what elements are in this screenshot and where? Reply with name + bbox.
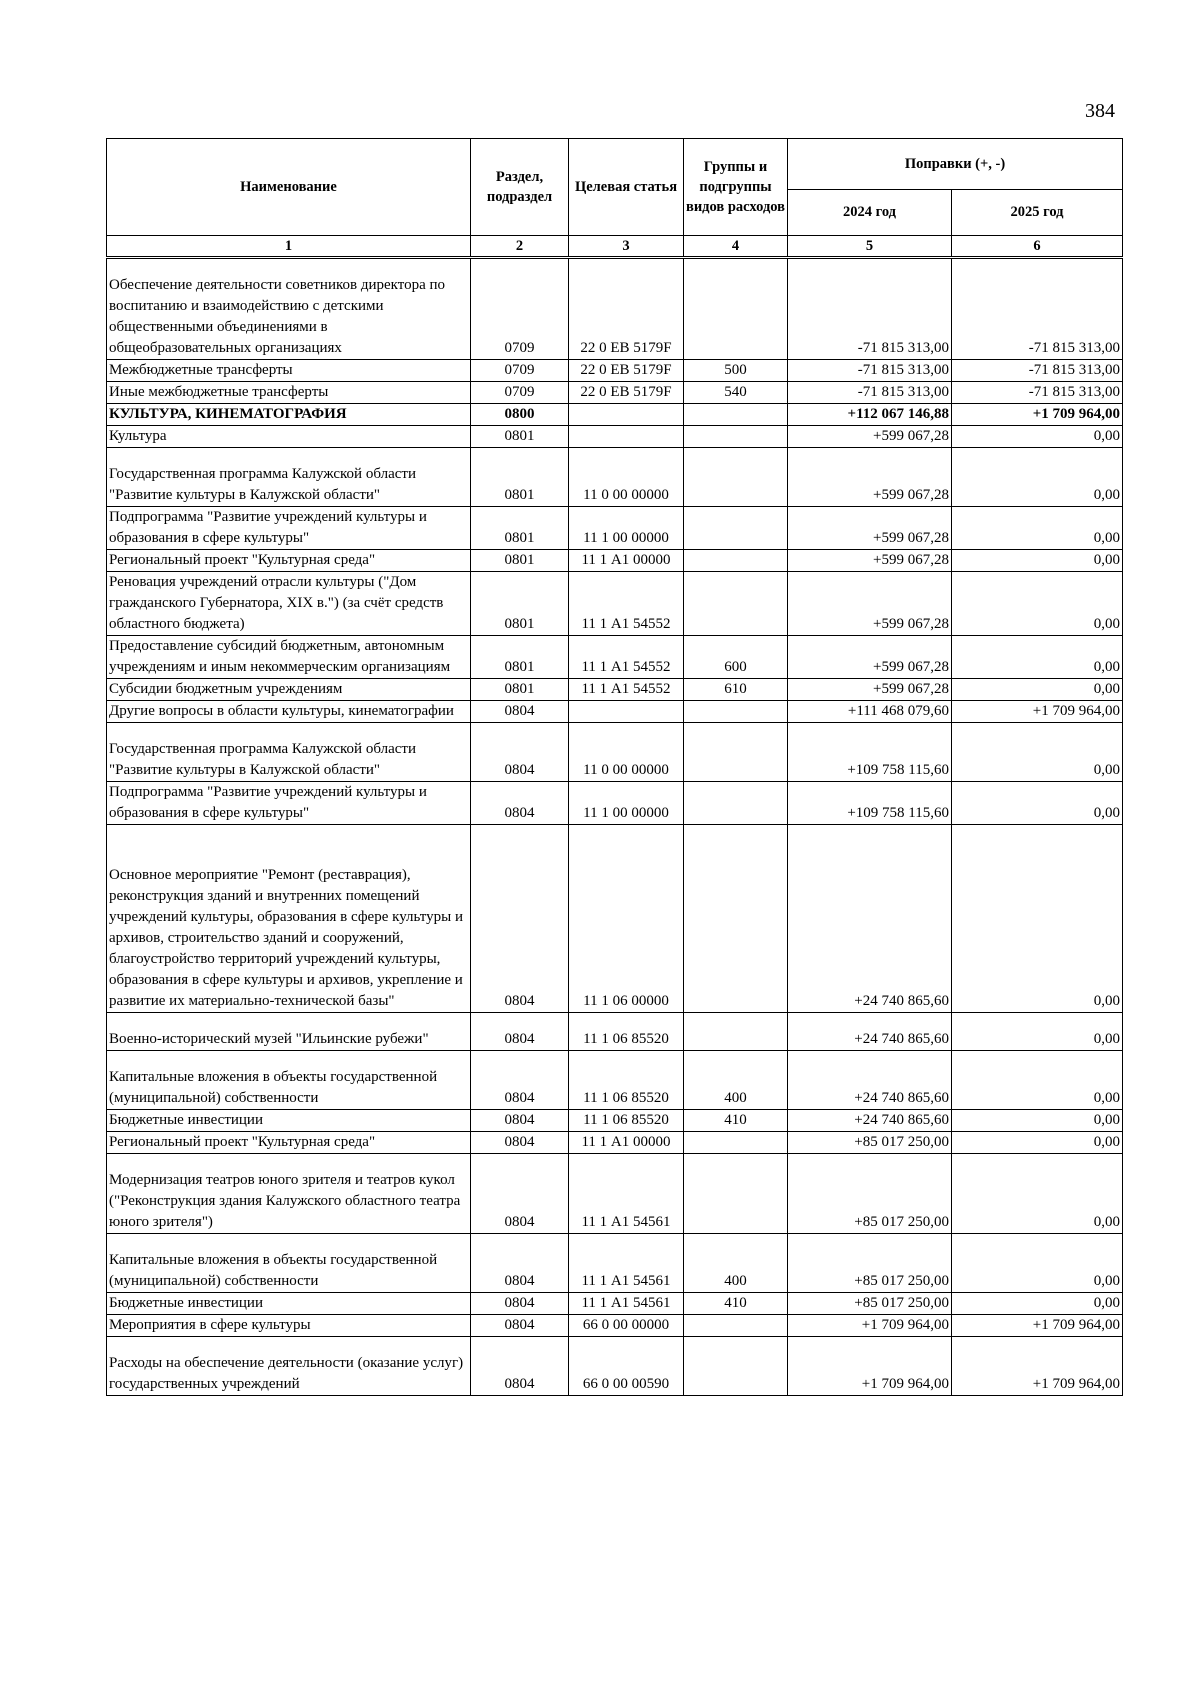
row-amount-2025: 0,00 [952, 1051, 1123, 1110]
row-group [684, 1132, 788, 1154]
row-amount-2024: -71 815 313,00 [788, 360, 952, 382]
table-row [107, 1293, 1123, 1315]
col-number: 3 [569, 236, 684, 258]
row-group: 610 [684, 679, 788, 701]
table-row [107, 1051, 1123, 1110]
row-name: Капитальные вложения в объекты государственной (муниципальной) собственности [107, 1051, 471, 1110]
row-group [684, 448, 788, 507]
table-row [107, 572, 1123, 636]
row-section: 0804 [471, 1051, 569, 1110]
table-row [107, 701, 1123, 723]
row-name: Предоставление субсидий бюджетным, автономным учреждениям и иным некоммерческим организациям [107, 636, 471, 679]
row-amount-2025: 0,00 [952, 1132, 1123, 1154]
table-row [107, 636, 1123, 679]
header-year-2024: 2024 год [788, 189, 952, 235]
row-group: 410 [684, 1110, 788, 1132]
row-name: Реновация учреждений отрасли культуры ("Дом гражданского Губернатора, XIX в.") (за счёт средств областного бюджета) [107, 572, 471, 636]
row-target: 11 1 А1 54552 [569, 572, 684, 636]
table-body [107, 258, 1123, 1396]
row-target: 11 1 А1 54561 [569, 1293, 684, 1315]
row-name: Обеспечение деятельности советников директора по воспитанию и взаимодействию с детскими общественными объединениями в общеобразовательных организациях [107, 258, 471, 360]
row-section: 0804 [471, 723, 569, 782]
table-row [107, 360, 1123, 382]
row-group: 540 [684, 382, 788, 404]
row-amount-2024: -71 815 313,00 [788, 382, 952, 404]
row-name: Субсидии бюджетным учреждениям [107, 679, 471, 701]
table-row [107, 404, 1123, 426]
page-number: 384 [1085, 100, 1115, 122]
table-row [107, 1154, 1123, 1234]
row-target: 11 1 00 00000 [569, 782, 684, 825]
row-amount-2024: +109 758 115,60 [788, 723, 952, 782]
row-name: Подпрограмма "Развитие учреждений культуры и образования в сфере культуры" [107, 507, 471, 550]
row-name: Подпрограмма "Развитие учреждений культуры и образования в сфере культуры" [107, 782, 471, 825]
row-amount-2025: 0,00 [952, 550, 1123, 572]
row-target: 11 1 06 85520 [569, 1110, 684, 1132]
row-name: Культура [107, 426, 471, 448]
row-section: 0800 [471, 404, 569, 426]
table-row [107, 550, 1123, 572]
row-name: Мероприятия в сфере культуры [107, 1315, 471, 1337]
row-target [569, 701, 684, 723]
row-target: 11 1 А1 54552 [569, 636, 684, 679]
row-target: 66 0 00 00590 [569, 1337, 684, 1396]
row-section: 0801 [471, 426, 569, 448]
row-target [569, 404, 684, 426]
row-section: 0804 [471, 1013, 569, 1051]
row-group [684, 426, 788, 448]
row-section: 0801 [471, 572, 569, 636]
budget-amendments-table [106, 138, 1123, 1396]
col-number: 1 [107, 236, 471, 258]
row-amount-2024: +24 740 865,60 [788, 1051, 952, 1110]
row-target [569, 426, 684, 448]
header-name: Наименование [107, 139, 471, 236]
row-target: 66 0 00 00000 [569, 1315, 684, 1337]
row-group: 410 [684, 1293, 788, 1315]
row-amount-2024: +599 067,28 [788, 636, 952, 679]
row-target: 11 1 А1 54561 [569, 1154, 684, 1234]
row-amount-2024: +24 740 865,60 [788, 1013, 952, 1051]
row-name: Региональный проект "Культурная среда" [107, 550, 471, 572]
row-target: 11 0 00 00000 [569, 723, 684, 782]
row-group [684, 1013, 788, 1051]
row-group [684, 550, 788, 572]
header-amendments: Поправки (+, -) [788, 139, 1123, 190]
row-name: Бюджетные инвестиции [107, 1110, 471, 1132]
col-number: 4 [684, 236, 788, 258]
row-amount-2024: +109 758 115,60 [788, 782, 952, 825]
row-amount-2024: -71 815 313,00 [788, 258, 952, 360]
row-section: 0804 [471, 1110, 569, 1132]
row-amount-2024: +24 740 865,60 [788, 1110, 952, 1132]
row-amount-2024: +599 067,28 [788, 572, 952, 636]
row-target: 22 0 ЕВ 5179F [569, 382, 684, 404]
row-group: 400 [684, 1051, 788, 1110]
row-amount-2025: 0,00 [952, 1154, 1123, 1234]
row-amount-2025: -71 815 313,00 [952, 258, 1123, 360]
row-amount-2024: +1 709 964,00 [788, 1337, 952, 1396]
row-section: 0804 [471, 1234, 569, 1293]
row-section: 0709 [471, 382, 569, 404]
row-section: 0804 [471, 782, 569, 825]
row-amount-2025: +1 709 964,00 [952, 404, 1123, 426]
row-group [684, 723, 788, 782]
row-target: 11 1 А1 54561 [569, 1234, 684, 1293]
row-section: 0801 [471, 507, 569, 550]
row-section: 0804 [471, 1154, 569, 1234]
row-amount-2025: 0,00 [952, 448, 1123, 507]
row-section: 0804 [471, 825, 569, 1013]
col-number: 6 [952, 236, 1123, 258]
row-target: 11 1 06 85520 [569, 1013, 684, 1051]
row-group [684, 1337, 788, 1396]
row-amount-2025: -71 815 313,00 [952, 360, 1123, 382]
header-section: Раздел, подраздел [471, 139, 569, 236]
table-row [107, 382, 1123, 404]
row-amount-2025: 0,00 [952, 1013, 1123, 1051]
row-target: 22 0 ЕВ 5179F [569, 360, 684, 382]
row-group [684, 1154, 788, 1234]
row-target: 11 1 А1 00000 [569, 550, 684, 572]
row-section: 0801 [471, 550, 569, 572]
header-target: Целевая статья [569, 139, 684, 236]
row-amount-2024: +599 067,28 [788, 550, 952, 572]
table-header [107, 139, 1123, 258]
row-target: 22 0 ЕВ 5179F [569, 258, 684, 360]
row-amount-2025: 0,00 [952, 426, 1123, 448]
row-amount-2024: +111 468 079,60 [788, 701, 952, 723]
table-row [107, 1315, 1123, 1337]
table-row [107, 1234, 1123, 1293]
row-amount-2024: +1 709 964,00 [788, 1315, 952, 1337]
row-group: 600 [684, 636, 788, 679]
table-row [107, 258, 1123, 360]
row-amount-2025: 0,00 [952, 1110, 1123, 1132]
row-amount-2025: 0,00 [952, 825, 1123, 1013]
table-row [107, 426, 1123, 448]
row-group [684, 825, 788, 1013]
row-amount-2025: 0,00 [952, 679, 1123, 701]
row-amount-2025: 0,00 [952, 572, 1123, 636]
row-section: 0804 [471, 1315, 569, 1337]
col-number: 5 [788, 236, 952, 258]
row-amount-2024: +599 067,28 [788, 679, 952, 701]
row-section: 0804 [471, 1293, 569, 1315]
table-row [107, 825, 1123, 1013]
row-name: Другие вопросы в области культуры, кинематографии [107, 701, 471, 723]
row-group [684, 701, 788, 723]
row-name: Бюджетные инвестиции [107, 1293, 471, 1315]
table-row [107, 1013, 1123, 1051]
row-amount-2025: 0,00 [952, 1293, 1123, 1315]
row-group [684, 507, 788, 550]
row-name: Основное мероприятие "Ремонт (реставрация), реконструкция зданий и внутренних помещений учреждений культуры, образования в сфере культуры и архивов, строительство зданий и сооружений, благоустройство территорий учреждений культуры, образования в сфере культуры и архивов, укрепление и развитие их материально-технической базы" [107, 825, 471, 1013]
row-name: Межбюджетные трансферты [107, 360, 471, 382]
row-amount-2024: +24 740 865,60 [788, 825, 952, 1013]
table-row [107, 448, 1123, 507]
row-amount-2024: +85 017 250,00 [788, 1293, 952, 1315]
row-target: 11 1 А1 54552 [569, 679, 684, 701]
row-amount-2024: +599 067,28 [788, 426, 952, 448]
row-group [684, 258, 788, 360]
row-section: 0801 [471, 679, 569, 701]
header-year-2025: 2025 год [952, 189, 1123, 235]
row-section: 0709 [471, 360, 569, 382]
row-amount-2024: +599 067,28 [788, 507, 952, 550]
row-name: Расходы на обеспечение деятельности (оказание услуг) государственных учреждений [107, 1337, 471, 1396]
table-row [107, 1132, 1123, 1154]
row-section: 0804 [471, 1132, 569, 1154]
row-name: Иные межбюджетные трансферты [107, 382, 471, 404]
row-section: 0801 [471, 636, 569, 679]
row-amount-2024: +85 017 250,00 [788, 1234, 952, 1293]
row-name: Военно-исторический музей "Ильинские рубежи" [107, 1013, 471, 1051]
table-row [107, 782, 1123, 825]
row-amount-2024: +85 017 250,00 [788, 1132, 952, 1154]
row-amount-2025: +1 709 964,00 [952, 701, 1123, 723]
row-name: Региональный проект "Культурная среда" [107, 1132, 471, 1154]
row-group: 500 [684, 360, 788, 382]
row-target: 11 1 06 85520 [569, 1051, 684, 1110]
row-group [684, 572, 788, 636]
row-section: 0804 [471, 1337, 569, 1396]
row-group [684, 404, 788, 426]
row-target: 11 1 00 00000 [569, 507, 684, 550]
row-section: 0801 [471, 448, 569, 507]
col-number: 2 [471, 236, 569, 258]
table-row [107, 1337, 1123, 1396]
header-column-numbers [107, 236, 1123, 258]
header-groups: Группы и подгруппы видов расходов [684, 139, 788, 236]
row-amount-2025: 0,00 [952, 636, 1123, 679]
row-amount-2024: +85 017 250,00 [788, 1154, 952, 1234]
row-name: Капитальные вложения в объекты государственной (муниципальной) собственности [107, 1234, 471, 1293]
row-name: Модернизация театров юного зрителя и театров кукол ("Реконструкция здания Калужского областного театра юного зрителя") [107, 1154, 471, 1234]
row-name: Государственная программа Калужской области "Развитие культуры в Калужской области" [107, 448, 471, 507]
row-amount-2025: +1 709 964,00 [952, 1337, 1123, 1396]
row-amount-2025: +1 709 964,00 [952, 1315, 1123, 1337]
row-amount-2025: 0,00 [952, 782, 1123, 825]
row-name: КУЛЬТУРА, КИНЕМАТОГРАФИЯ [107, 404, 471, 426]
row-amount-2025: 0,00 [952, 1234, 1123, 1293]
table-row [107, 1110, 1123, 1132]
row-amount-2024: +112 067 146,88 [788, 404, 952, 426]
row-section: 0709 [471, 258, 569, 360]
row-target: 11 0 00 00000 [569, 448, 684, 507]
row-group: 400 [684, 1234, 788, 1293]
row-group [684, 1315, 788, 1337]
table-row [107, 507, 1123, 550]
row-target: 11 1 А1 00000 [569, 1132, 684, 1154]
row-amount-2025: 0,00 [952, 507, 1123, 550]
row-group [684, 782, 788, 825]
row-target: 11 1 06 00000 [569, 825, 684, 1013]
row-section: 0804 [471, 701, 569, 723]
row-amount-2025: 0,00 [952, 723, 1123, 782]
row-amount-2024: +599 067,28 [788, 448, 952, 507]
row-name: Государственная программа Калужской области "Развитие культуры в Калужской области" [107, 723, 471, 782]
row-amount-2025: -71 815 313,00 [952, 382, 1123, 404]
table-row [107, 723, 1123, 782]
table-row [107, 679, 1123, 701]
